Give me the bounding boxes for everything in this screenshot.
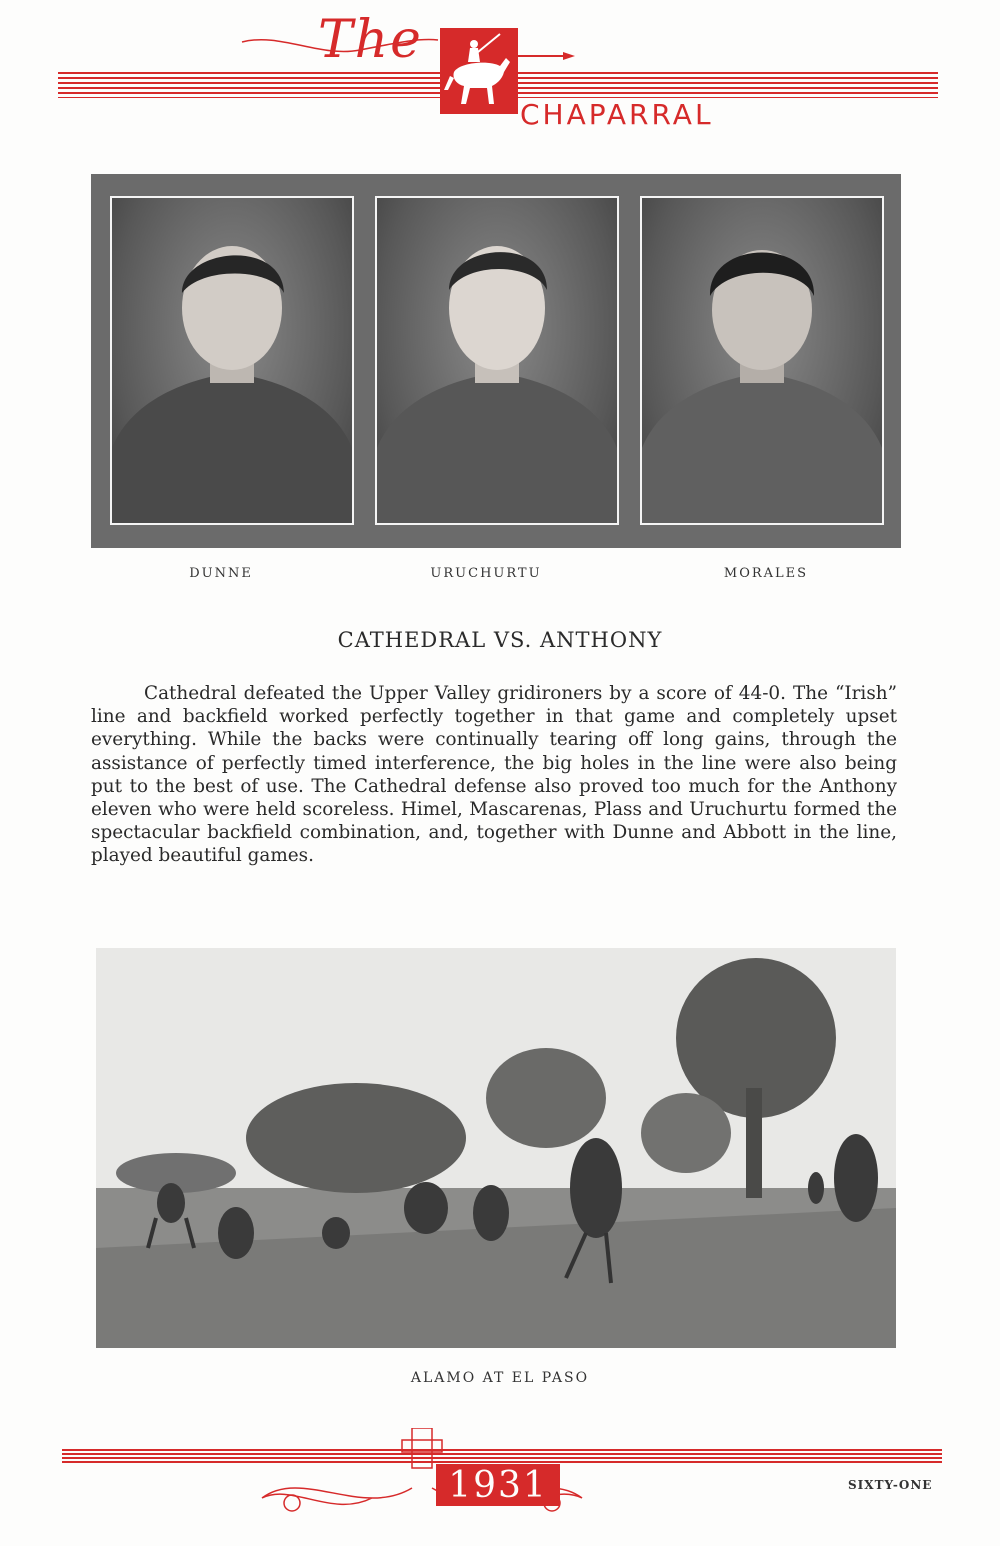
game-photo (96, 948, 896, 1348)
portrait-caption: DUNNE (189, 566, 253, 581)
portrait-photo (110, 196, 354, 525)
year-badge: 1931 (436, 1464, 560, 1506)
page-number: SIXTY-ONE (848, 1478, 933, 1492)
player-portrait-image (112, 198, 352, 523)
knight-logo (440, 28, 518, 114)
football-game-image (96, 948, 896, 1348)
publication-title: CHAPARRAL (520, 98, 714, 131)
portrait-photo (375, 196, 619, 525)
horseman-icon (440, 28, 518, 114)
portrait-strip (91, 174, 901, 548)
article-body: Cathedral defeated the Upper Valley gridironers by a score of 44-0. The “Irish” line and backfield worked perfectly together in that game and completely upset everything. While the backs were continually tearing off long gains, through the assistance of perfectly timed interference, the big holes in the line were also being put to the best of use. The Cathedral defense also proved too much for the Anthony eleven who were held scoreless. Himel, Mascarenas, Plass and Uruchurtu formed the spectacular backfield combination, and, together with Dunne and Abbott in the line, played beautiful games. (91, 683, 897, 867)
player-portrait-image (642, 198, 882, 523)
article-title: CATHEDRAL VS. ANTHONY (337, 628, 663, 652)
header-the-script: The (318, 10, 423, 70)
portrait-photo (640, 196, 884, 525)
portrait-caption: URUCHURTU (430, 566, 542, 581)
photo-caption: ALAMO AT EL PASO (410, 1370, 590, 1386)
player-portrait-image (377, 198, 617, 523)
portrait-caption: MORALES (723, 566, 809, 581)
spear-icon (505, 51, 575, 61)
